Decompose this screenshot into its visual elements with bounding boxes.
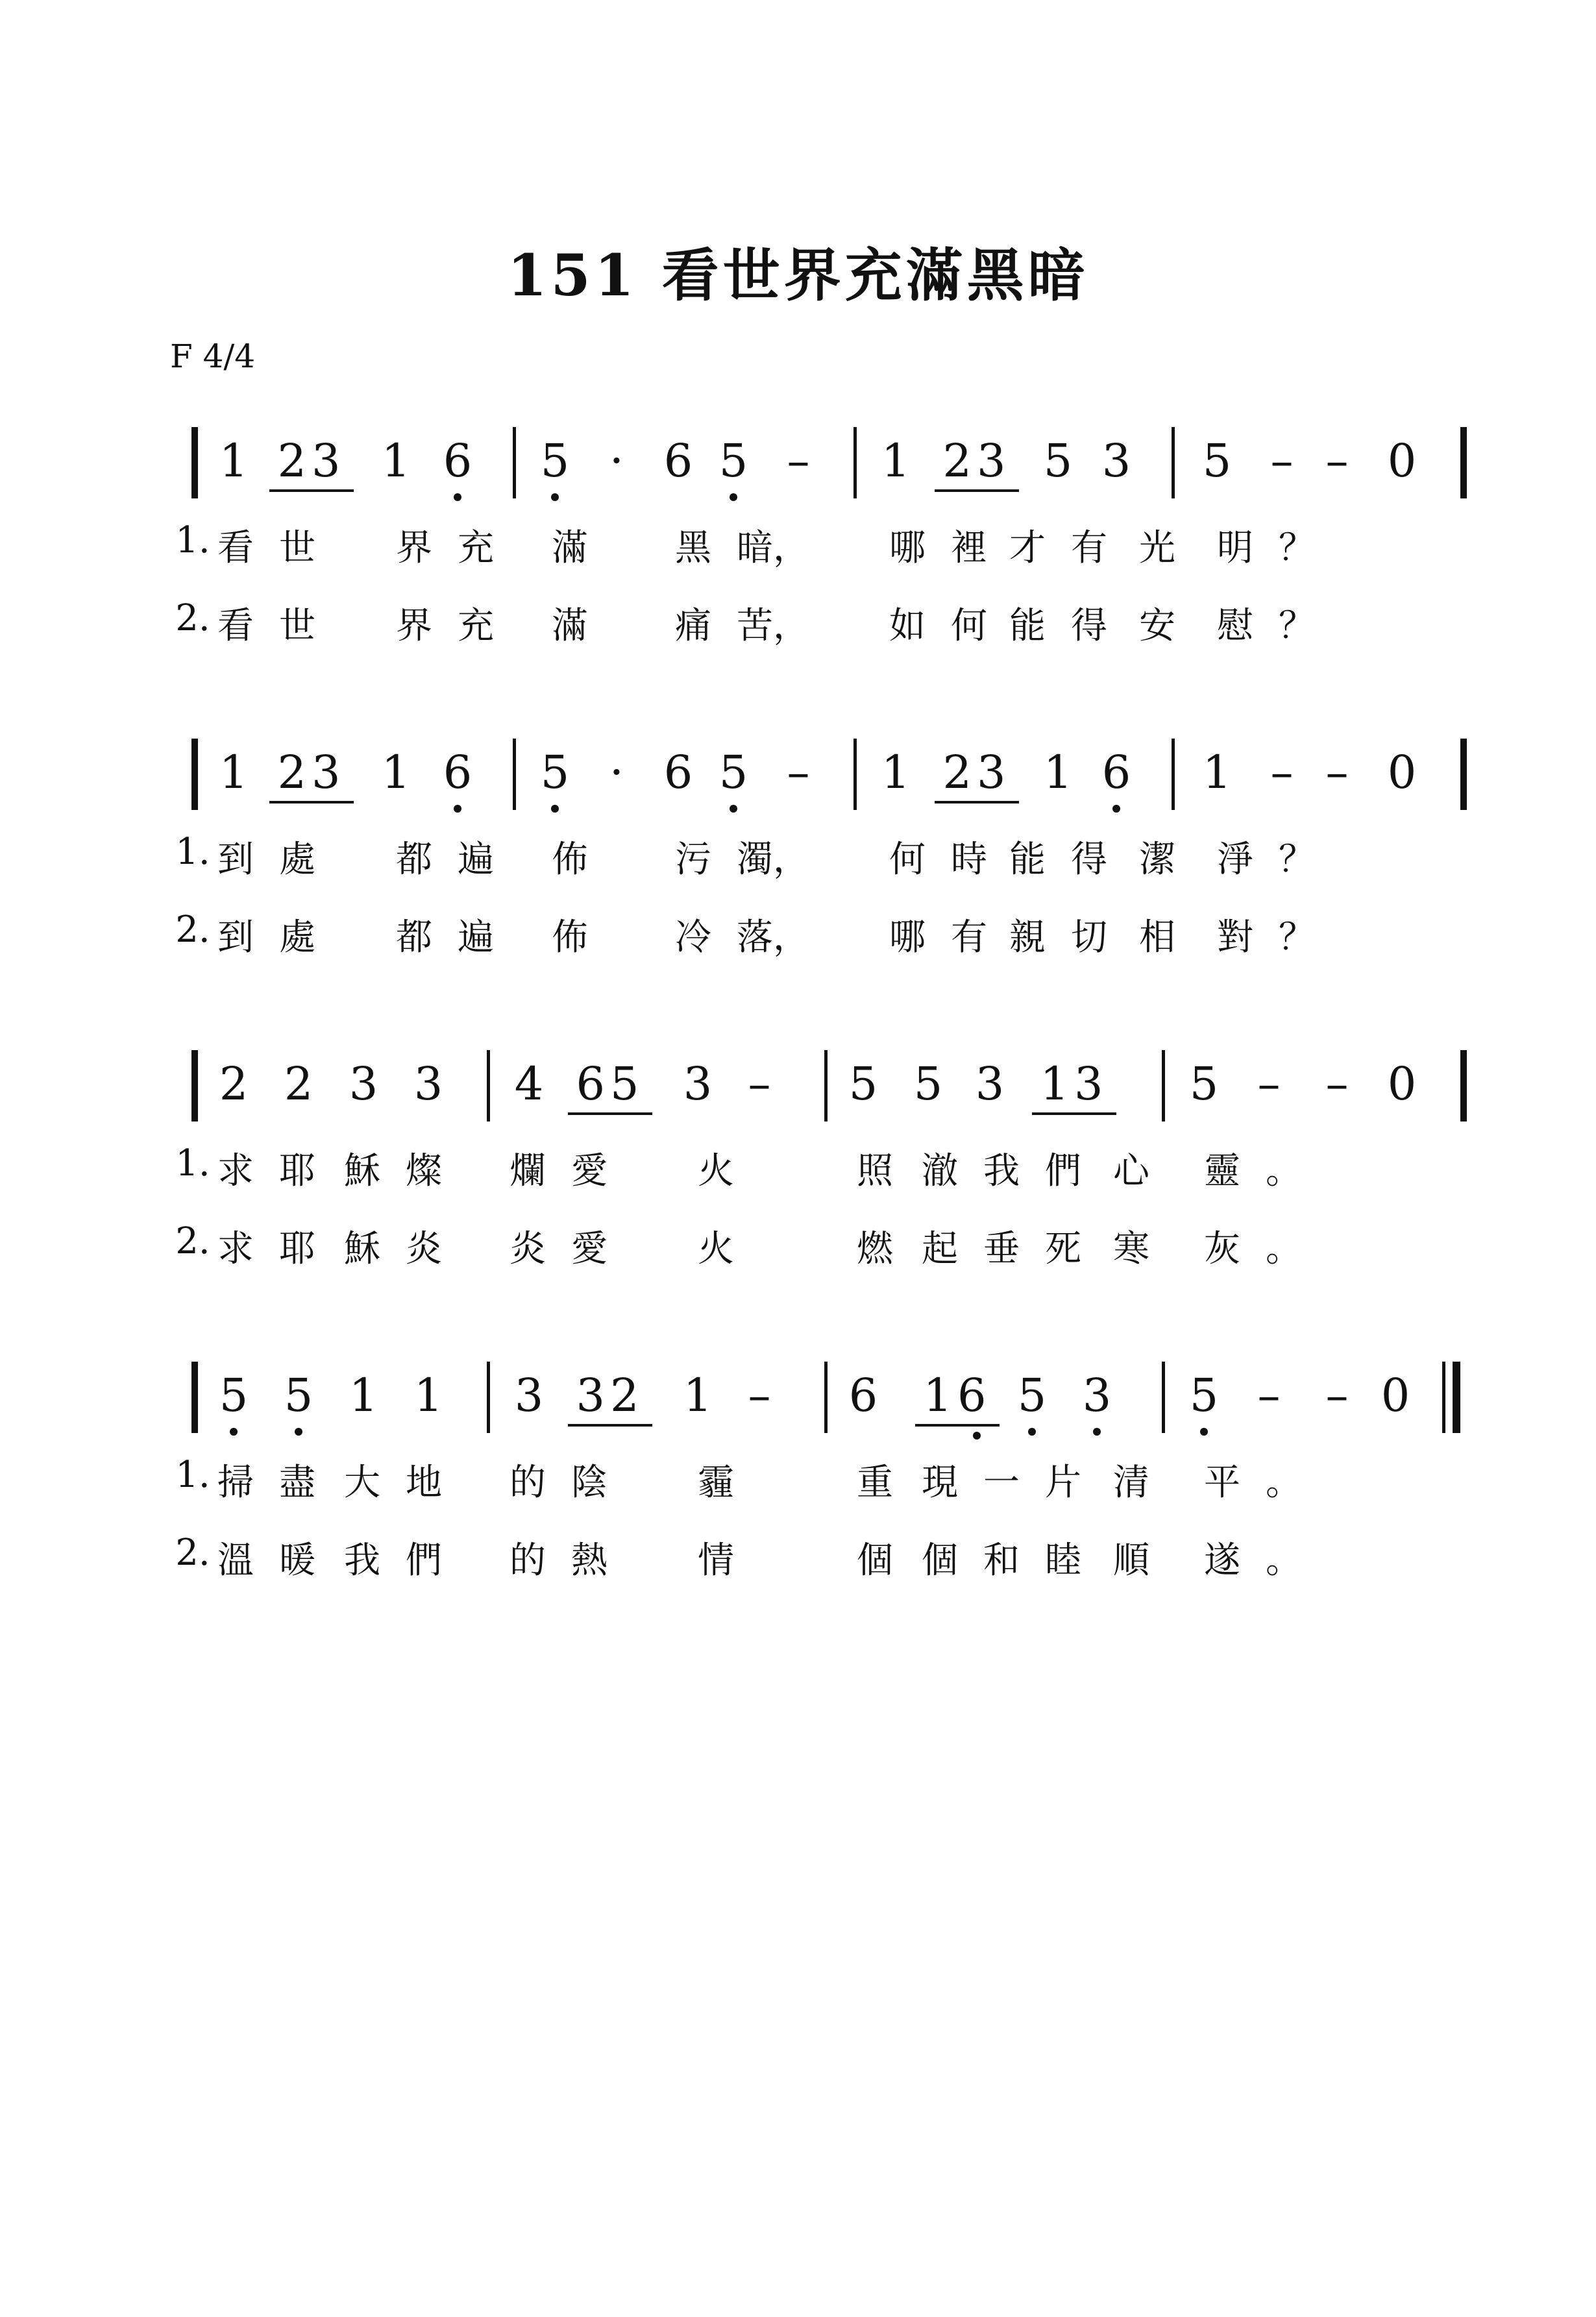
- note: 23: [942, 746, 1011, 799]
- dash-note: –: [787, 434, 810, 487]
- underline-beam: [269, 489, 354, 492]
- lyric-syllable: 地: [406, 1462, 442, 1504]
- lyric-syllable: 明: [1217, 527, 1253, 569]
- lyric-syllable: 個: [922, 1539, 958, 1582]
- lyric-line-1: [0, 519, 1596, 571]
- lyric-syllable: 重: [857, 1462, 893, 1504]
- lyric-syllable: 的: [509, 1539, 546, 1582]
- lyric-syllable: 切: [1071, 916, 1107, 959]
- lyric-syllable: 現: [922, 1462, 958, 1504]
- dash-note: –: [1257, 1057, 1281, 1110]
- dash-note: –: [1325, 434, 1349, 487]
- lyric-syllable: 到: [217, 916, 254, 959]
- verse-number: 2.: [175, 1220, 210, 1262]
- lyric-syllable: 和: [983, 1539, 1020, 1582]
- lyric-syllable: 對: [1217, 916, 1253, 959]
- note: 3: [1101, 434, 1131, 487]
- barline: [487, 1050, 490, 1122]
- lyric-syllable: 愛: [571, 1150, 608, 1192]
- lyric-line-1: [0, 1142, 1596, 1194]
- lyric-line-2: [0, 1532, 1596, 1584]
- lyric-syllable: 盡: [279, 1462, 315, 1504]
- note: 1: [219, 746, 249, 799]
- lyric-syllable: 苦，: [737, 605, 809, 647]
- note: 5: [718, 434, 748, 487]
- note: 5: [1043, 434, 1073, 487]
- lyric-syllable: 濁，: [737, 839, 809, 881]
- note: 1: [381, 434, 411, 487]
- lyric-syllable: 個: [857, 1539, 893, 1582]
- lyric-syllable: 澈: [922, 1150, 958, 1192]
- verse-number: 2.: [175, 1532, 210, 1574]
- lyric-syllable: 都: [396, 839, 432, 881]
- lyric-syllable: 燦: [406, 1150, 442, 1192]
- note: 4: [514, 1057, 544, 1110]
- lyric-syllable: 霾: [698, 1462, 734, 1504]
- lyric-syllable: 陰: [571, 1462, 608, 1504]
- lyric-syllable: 們: [406, 1539, 442, 1582]
- lyric-syllable: 。: [1266, 1150, 1302, 1192]
- barline: [191, 427, 195, 498]
- lyric-syllable: 炎: [509, 1228, 546, 1270]
- barline: [1460, 1050, 1464, 1122]
- dash-note: –: [1325, 1057, 1349, 1110]
- lyric-syllable: 都: [396, 916, 432, 959]
- lyric-syllable: 照: [857, 1150, 893, 1192]
- underline-beam: [935, 489, 1019, 492]
- lyric-line-1: [0, 1454, 1596, 1506]
- note: 5: [848, 1057, 878, 1110]
- final-barline: [1453, 1362, 1460, 1433]
- low-octave-dot: [973, 1432, 981, 1440]
- lyric-syllable: 淨: [1217, 839, 1253, 881]
- lyric-syllable: 安: [1139, 605, 1175, 647]
- lyric-syllable: 哪: [889, 916, 926, 959]
- lyric-syllable: 裡: [951, 527, 987, 569]
- lyric-syllable: 爛: [509, 1150, 546, 1192]
- note: 23: [277, 434, 346, 487]
- note: 3: [413, 1057, 443, 1110]
- lyric-syllable: ？: [1279, 916, 1315, 959]
- barline: [195, 1362, 198, 1433]
- barline: [191, 1050, 195, 1122]
- lyric-syllable: 灰: [1204, 1228, 1240, 1270]
- lyric-syllable: 。: [1266, 1462, 1302, 1504]
- low-octave-dot: [551, 805, 559, 813]
- note: 5: [540, 746, 570, 799]
- lyric-syllable: 穌: [344, 1150, 380, 1192]
- note: 23: [942, 434, 1011, 487]
- lyric-syllable: 穌: [344, 1228, 380, 1270]
- barline: [1172, 427, 1175, 498]
- verse-number: 2.: [175, 597, 210, 639]
- lyric-syllable: 遂: [1204, 1539, 1240, 1582]
- note: 1: [219, 434, 249, 487]
- lyric-syllable: 平: [1204, 1462, 1240, 1504]
- lyric-syllable: 耶: [279, 1150, 315, 1192]
- lyric-syllable: 慰: [1217, 605, 1253, 647]
- lyric-syllable: 有: [1071, 527, 1107, 569]
- underline-beam: [1032, 1112, 1116, 1115]
- verse-number: 1.: [175, 519, 210, 561]
- lyric-syllable: 到: [217, 839, 254, 881]
- note: 1: [1202, 746, 1232, 799]
- lyric-syllable: 得: [1071, 839, 1107, 881]
- lyric-syllable: 潔: [1139, 839, 1175, 881]
- lyric-syllable: 界: [396, 527, 432, 569]
- note: 23: [277, 746, 346, 799]
- note: 6: [1101, 746, 1131, 799]
- note: 1: [349, 1369, 378, 1422]
- note: 32: [576, 1369, 645, 1422]
- barline: [195, 1050, 198, 1122]
- lyric-syllable: 光: [1139, 527, 1175, 569]
- lyric-syllable: 燃: [857, 1228, 893, 1270]
- lyric-syllable: 耶: [279, 1228, 315, 1270]
- lyric-syllable: 污: [675, 839, 711, 881]
- note: 3: [349, 1057, 378, 1110]
- lyric-syllable: 掃: [217, 1462, 254, 1504]
- lyric-syllable: ？: [1279, 839, 1315, 881]
- note: 0: [1387, 1057, 1417, 1110]
- note: 1: [881, 746, 911, 799]
- lyric-syllable: 何: [889, 839, 926, 881]
- barline: [1464, 739, 1467, 810]
- lyric-syllable: 垂: [983, 1228, 1020, 1270]
- lyric-syllable: 心: [1113, 1150, 1149, 1192]
- low-octave-dot: [1200, 1428, 1208, 1436]
- lyric-syllable: 時: [951, 839, 987, 881]
- note: 3: [1082, 1369, 1112, 1422]
- note: 6: [663, 746, 693, 799]
- lyric-syllable: 冷: [675, 916, 711, 959]
- dash-note: –: [1325, 746, 1349, 799]
- note: 1: [1043, 746, 1073, 799]
- lyric-syllable: 情: [698, 1539, 734, 1582]
- lyric-syllable: 滿: [552, 527, 588, 569]
- dash-note: –: [748, 1369, 771, 1422]
- lyric-syllable: 求: [217, 1150, 254, 1192]
- lyric-syllable: 充: [458, 527, 494, 569]
- low-octave-dot: [454, 493, 461, 501]
- lyric-line-2: [0, 597, 1596, 649]
- lyric-syllable: 佈: [552, 839, 588, 881]
- low-octave-dot: [551, 493, 559, 501]
- barline: [1172, 739, 1175, 810]
- underline-beam: [935, 801, 1019, 803]
- barline: [195, 427, 198, 498]
- barline: [191, 1362, 195, 1433]
- note: 5: [1202, 434, 1232, 487]
- lyric-syllable: 大: [344, 1462, 380, 1504]
- barline: [1162, 1050, 1165, 1122]
- lyric-syllable: 滿: [552, 605, 588, 647]
- note: 5: [219, 1369, 249, 1422]
- lyric-syllable: ？: [1279, 605, 1315, 647]
- verse-number: 2.: [175, 909, 210, 951]
- note: 13: [1040, 1057, 1109, 1110]
- barline: [513, 739, 516, 810]
- lyric-syllable: 清: [1113, 1462, 1149, 1504]
- underline-beam: [269, 801, 354, 803]
- underline-beam: [568, 1112, 652, 1115]
- key-signature: F 4/4: [170, 337, 256, 375]
- note: 2: [284, 1057, 313, 1110]
- lyric-syllable: 愛: [571, 1228, 608, 1270]
- lyric-syllable: 睦: [1045, 1539, 1081, 1582]
- lyric-syllable: 求: [217, 1228, 254, 1270]
- notation-line: [0, 1045, 1596, 1123]
- lyric-syllable: 片: [1045, 1462, 1081, 1504]
- lyric-syllable: 起: [922, 1228, 958, 1270]
- lyric-syllable: 落，: [737, 916, 809, 959]
- lyric-syllable: 一: [983, 1462, 1020, 1504]
- dash-note: –: [1270, 746, 1294, 799]
- notation-line: [0, 733, 1596, 811]
- note: 5: [1189, 1057, 1219, 1110]
- barline: [1162, 1362, 1165, 1433]
- lyric-syllable: 我: [344, 1539, 380, 1582]
- note: 0: [1387, 434, 1417, 487]
- lyric-syllable: 火: [698, 1228, 734, 1270]
- lyric-syllable: 親: [1009, 916, 1046, 959]
- note: 1: [413, 1369, 443, 1422]
- page-title: 151 看世界充滿黑暗: [507, 241, 1089, 309]
- note: 6: [443, 746, 473, 799]
- barline: [1460, 427, 1464, 498]
- barline: [487, 1362, 490, 1433]
- low-octave-dot: [1093, 1428, 1101, 1436]
- verse-number: 1.: [175, 1142, 210, 1184]
- dash-note: –: [1257, 1369, 1281, 1422]
- barline: [853, 739, 857, 810]
- note: 1: [881, 434, 911, 487]
- lyric-syllable: 的: [509, 1462, 546, 1504]
- lyric-syllable: 何: [951, 605, 987, 647]
- lyric-syllable: 溫: [217, 1539, 254, 1582]
- lyric-syllable: ？: [1279, 527, 1315, 569]
- lyric-syllable: 。: [1266, 1228, 1302, 1270]
- lyric-syllable: 處: [279, 839, 315, 881]
- note: 1: [683, 1369, 713, 1422]
- note: 3: [683, 1057, 713, 1110]
- note: 0: [1381, 1369, 1410, 1422]
- note: 5: [540, 434, 570, 487]
- lyric-syllable: 暖: [279, 1539, 315, 1582]
- note: 1: [381, 746, 411, 799]
- low-octave-dot: [454, 805, 461, 813]
- lyric-syllable: 能: [1009, 839, 1046, 881]
- lyric-syllable: 能: [1009, 605, 1046, 647]
- lyric-syllable: 如: [889, 605, 926, 647]
- note: 3: [514, 1369, 544, 1422]
- note: 6: [848, 1369, 878, 1422]
- lyric-syllable: 順: [1113, 1539, 1149, 1582]
- barline: [824, 1050, 828, 1122]
- lyric-syllable: 我: [983, 1150, 1020, 1192]
- lyric-syllable: 熱: [571, 1539, 608, 1582]
- lyric-syllable: 寒: [1113, 1228, 1149, 1270]
- lyric-syllable: 炎: [406, 1228, 442, 1270]
- lyric-syllable: 世: [279, 527, 315, 569]
- lyric-syllable: 痛: [675, 605, 711, 647]
- lyric-syllable: 得: [1071, 605, 1107, 647]
- lyric-syllable: 處: [279, 916, 315, 959]
- low-octave-dot: [730, 805, 737, 813]
- lyric-line-1: [0, 831, 1596, 883]
- note: 65: [576, 1057, 645, 1110]
- barline: [513, 427, 516, 498]
- low-octave-dot: [730, 493, 737, 501]
- low-octave-dot: [295, 1428, 302, 1436]
- lyric-syllable: 看: [217, 527, 254, 569]
- low-octave-dot: [1028, 1428, 1036, 1436]
- note: 5: [284, 1369, 313, 1422]
- lyric-syllable: 看: [217, 605, 254, 647]
- lyric-syllable: 哪: [889, 527, 926, 569]
- barline: [1464, 427, 1467, 498]
- note: 2: [219, 1057, 249, 1110]
- note: 16: [923, 1369, 992, 1422]
- barline: [853, 427, 857, 498]
- lyric-syllable: 們: [1045, 1150, 1081, 1192]
- barline: [1464, 1050, 1467, 1122]
- lyric-syllable: 靈: [1204, 1150, 1240, 1192]
- verse-number: 1.: [175, 831, 210, 873]
- underline-beam: [915, 1424, 1000, 1427]
- lyric-syllable: 遍: [458, 916, 494, 959]
- lyric-syllable: 。: [1266, 1539, 1302, 1582]
- lyric-syllable: 界: [396, 605, 432, 647]
- note: 5: [1017, 1369, 1047, 1422]
- note: 0: [1387, 746, 1417, 799]
- barline: [824, 1362, 828, 1433]
- lyric-syllable: 暗，: [737, 527, 809, 569]
- lyric-line-2: [0, 909, 1596, 961]
- lyric-syllable: 佈: [552, 916, 588, 959]
- note: 5: [913, 1057, 943, 1110]
- dash-note: –: [1325, 1369, 1349, 1422]
- lyric-syllable: 死: [1045, 1228, 1081, 1270]
- lyric-syllable: 世: [279, 605, 315, 647]
- note: 3: [975, 1057, 1005, 1110]
- low-octave-dot: [230, 1428, 238, 1436]
- notation-line: [0, 1356, 1596, 1434]
- lyric-line-2: [0, 1220, 1596, 1272]
- barline: [191, 739, 195, 810]
- barline: [195, 739, 198, 810]
- dot-note: ·: [609, 746, 624, 799]
- low-octave-dot: [1112, 805, 1120, 813]
- barline: [1460, 739, 1464, 810]
- verse-number: 1.: [175, 1454, 210, 1496]
- dash-note: –: [1270, 434, 1294, 487]
- lyric-syllable: 相: [1139, 916, 1175, 959]
- note: 5: [1189, 1369, 1219, 1422]
- dash-note: –: [787, 746, 810, 799]
- lyric-syllable: 才: [1009, 527, 1046, 569]
- notation-line: [0, 422, 1596, 500]
- note: 6: [443, 434, 473, 487]
- dash-note: –: [748, 1057, 771, 1110]
- underline-beam: [568, 1424, 652, 1427]
- note: 6: [663, 434, 693, 487]
- lyric-syllable: 火: [698, 1150, 734, 1192]
- lyric-syllable: 黑: [675, 527, 711, 569]
- lyric-syllable: 遍: [458, 839, 494, 881]
- dot-note: ·: [609, 434, 624, 487]
- barline: [1442, 1362, 1445, 1433]
- note: 5: [718, 746, 748, 799]
- lyric-syllable: 充: [458, 605, 494, 647]
- lyric-syllable: 有: [951, 916, 987, 959]
